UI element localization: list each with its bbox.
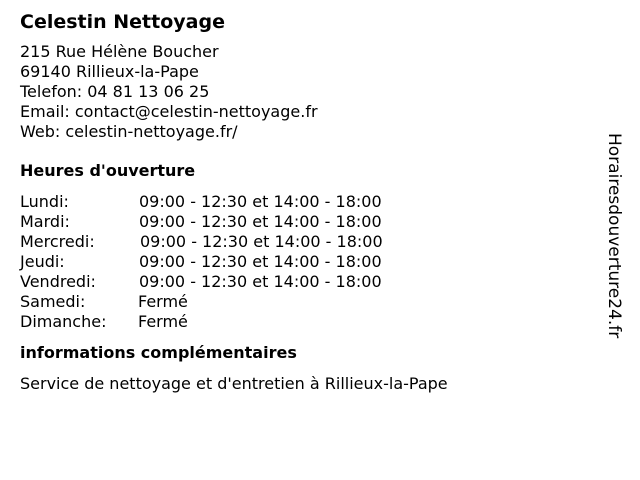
hours-row-monday — [20, 192, 580, 212]
email-address: Email: contact@celestin-nettoyage.fr — [20, 102, 318, 121]
closed-label: Fermé — [138, 312, 188, 331]
site-watermark: Horairesdouverture24.fr — [604, 133, 624, 339]
time-range: 09:00 - 12:30 et 14:00 - 18:00 — [139, 192, 382, 211]
hours-row-sunday — [20, 312, 580, 332]
day-label: Samedi: — [20, 292, 86, 311]
day-label: Lundi: — [20, 192, 69, 211]
contact-block — [20, 42, 580, 142]
hours-table — [20, 192, 580, 332]
phone-number: Telefon: 04 81 13 06 25 — [20, 82, 210, 101]
website: Web: celestin-nettoyage.fr/ — [20, 122, 238, 141]
time-range: 09:00 - 12:30 et 14:00 - 18:00 — [139, 272, 382, 291]
street-address: 215 Rue Hélène Boucher — [20, 42, 219, 61]
hours-row-tuesday — [20, 212, 580, 232]
business-name: Celestin Nettoyage — [20, 11, 225, 33]
closed-label: Fermé — [138, 292, 188, 311]
time-range: 09:00 - 12:30 et 14:00 - 18:00 — [139, 212, 382, 231]
day-label: Dimanche: — [20, 312, 107, 331]
day-label: Vendredi: — [20, 272, 96, 291]
hours-row-friday — [20, 272, 580, 292]
info-heading: informations complémentaires — [20, 343, 297, 362]
hours-heading: Heures d'ouverture — [20, 161, 196, 180]
time-range: 09:00 - 12:30 et 14:00 - 18:00 — [140, 232, 383, 251]
business-card — [20, 10, 580, 394]
time-range: 09:00 - 12:30 et 14:00 - 18:00 — [139, 252, 382, 271]
hours-row-wednesday — [20, 232, 580, 252]
day-label: Jeudi: — [20, 252, 65, 271]
info-description: Service de nettoyage et d'entretien à Rillieux-la-Pape — [20, 374, 448, 393]
day-label: Mardi: — [20, 212, 70, 231]
city-address: 69140 Rillieux-la-Pape — [20, 62, 199, 81]
hours-row-thursday — [20, 252, 580, 272]
day-label: Mercredi: — [20, 232, 95, 251]
hours-row-saturday — [20, 292, 580, 312]
